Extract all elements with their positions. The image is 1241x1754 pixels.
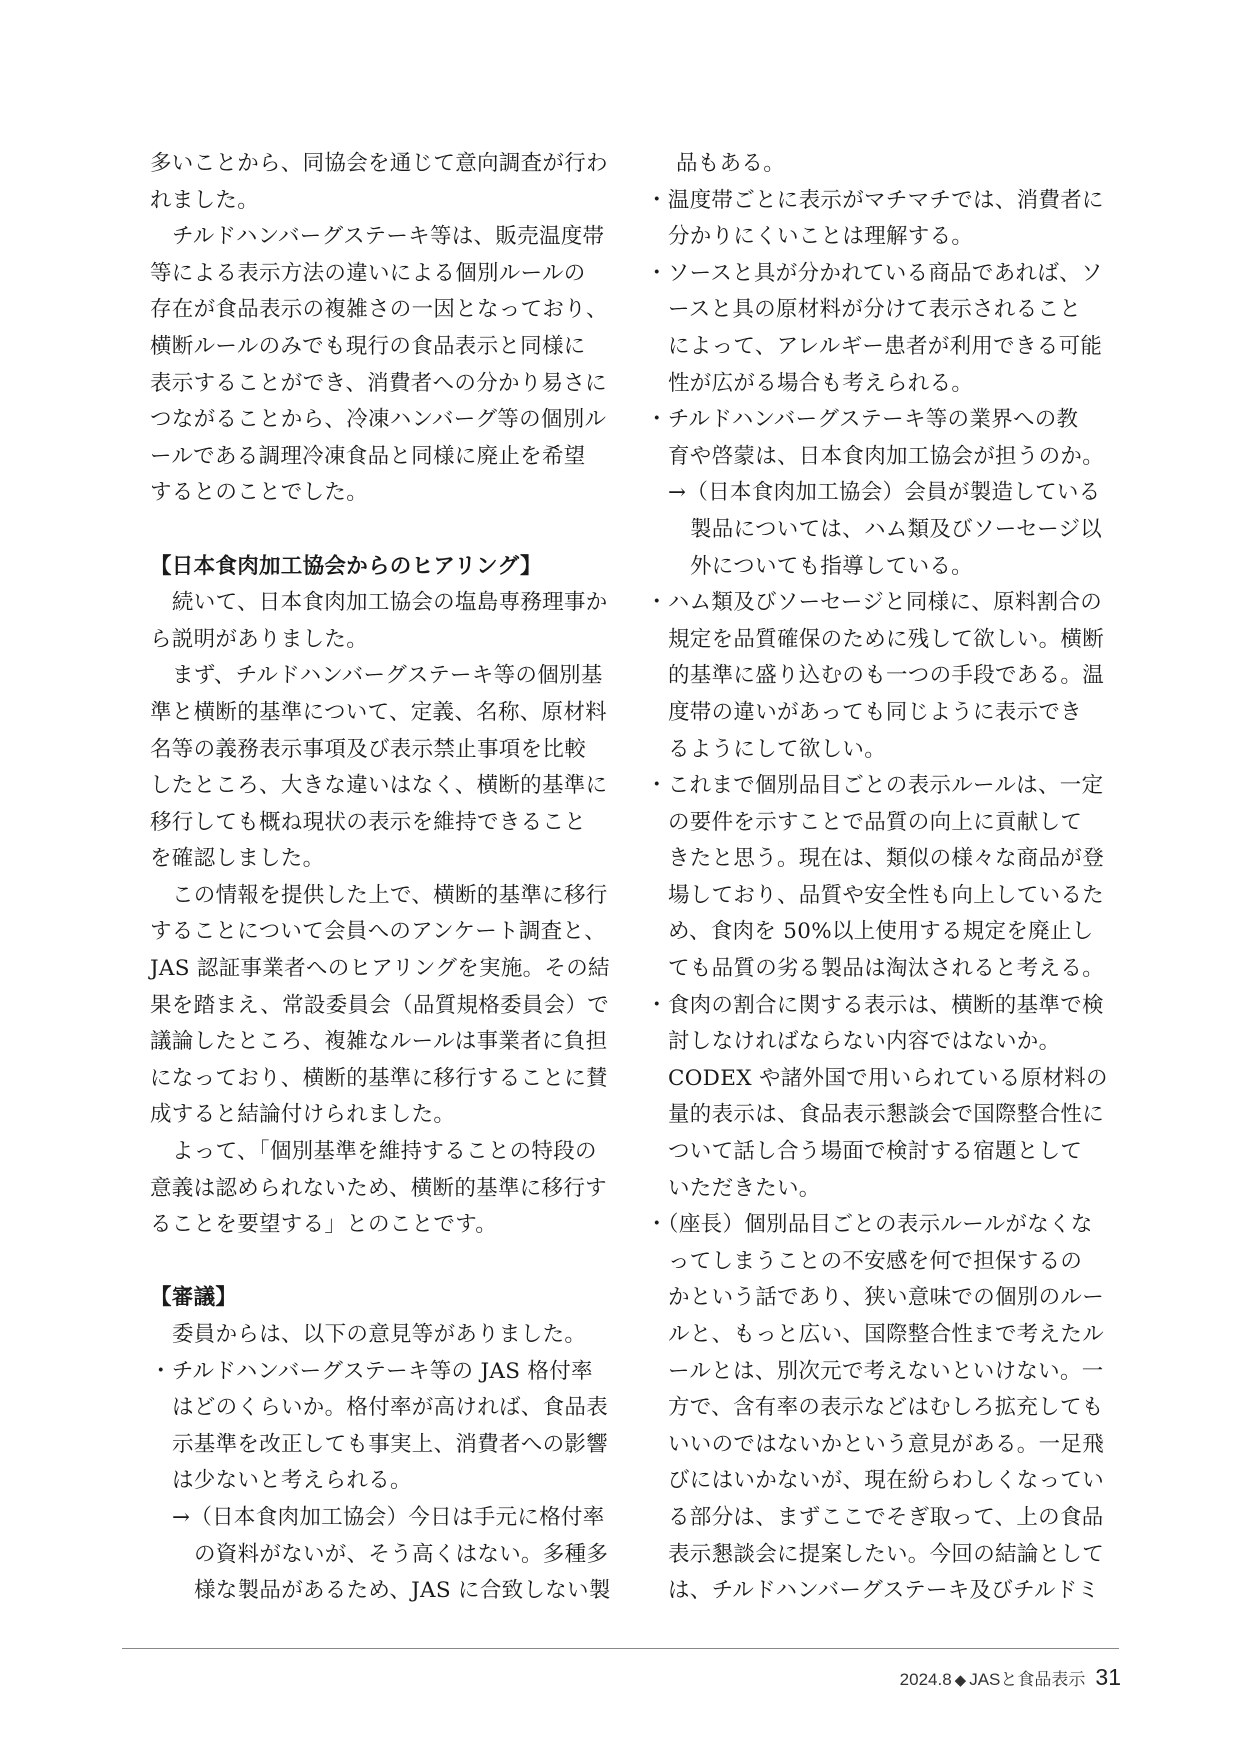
text-line: よって、「個別基準を維持することの特段の — [172, 1139, 597, 1165]
text-line: きたと思う。現在は、類似の様々な商品が登 — [668, 846, 1105, 872]
text-line: この情報を提供した上で、横断的基準に移行 — [172, 882, 608, 908]
text-line: →（日本食肉加工協会）今日は手元に格付率 — [172, 1504, 605, 1530]
diamond-icon: ◆ — [954, 1672, 967, 1689]
text-line: の要件を示すことで品質の向上に貢献して — [668, 809, 1083, 835]
text-line: 的基準に盛り込むのも一つの手段である。温 — [668, 663, 1105, 689]
text-line: ・（座長）個別品目ごとの表示ルールがなくな — [646, 1212, 1093, 1238]
text-line: 表示することができ、消費者への分かり易さに — [150, 370, 607, 396]
text-line: 方で、含有率の表示などはむしろ拡充しても — [668, 1395, 1104, 1421]
right-column — [646, 146, 1108, 1610]
text-line: れました。 — [150, 187, 260, 213]
text-line: ・ハム類及びソーセージと同様に、原料割合の — [646, 590, 1103, 616]
blank-line — [150, 512, 602, 549]
text-line: 移行しても概ね現状の表示を維持できること — [150, 809, 587, 835]
text-line: 量的表示は、食品表示懇談会で国際整合性に — [668, 1102, 1105, 1128]
text-line: 表示懇談会に提案したい。今回の結論として — [668, 1541, 1105, 1567]
text-line: つながることから、冷凍ハンバーグ等の個別ル — [150, 407, 607, 433]
text-line: によって、アレルギー患者が利用できる可能 — [668, 333, 1103, 359]
text-line: かという話であり、狭い意味での個別のルー — [668, 1285, 1105, 1311]
text-line: 分かりにくいことは理解する。 — [668, 224, 974, 250]
text-line: まず、チルドハンバーグステーキ等の個別基 — [172, 663, 603, 689]
text-line: ールとは、別次元で考えないといけない。一 — [668, 1358, 1104, 1384]
text-line: の資料がないが、そう高くはない。多種多 — [194, 1541, 609, 1567]
text-line: 横断ルールのみでも現行の食品表示と同様に — [150, 333, 586, 359]
text-line: するとのことでした。 — [150, 480, 369, 506]
text-line: は、チルドハンバーグステーキ及びチルドミ — [668, 1578, 1100, 1604]
text-line: 意義は認められないため、横断的基準に移行す — [150, 1175, 607, 1201]
text-line: ・チルドハンバーグステーキ等の JAS 格付率 — [150, 1358, 593, 1384]
blank-line — [150, 1244, 602, 1281]
page-number: 31 — [1095, 1664, 1121, 1690]
text-line: ついて話し合う場面で検討する宿題として — [668, 1139, 1083, 1165]
section-heading: 【審議】 — [150, 1285, 238, 1311]
text-line: 果を踏まえ、常設委員会（品質規格委員会）で — [150, 992, 610, 1018]
text-line: ることを要望する」とのことです。 — [150, 1212, 498, 1238]
text-line: ルと、もっと広い、国際整合性まで考えたル — [668, 1322, 1105, 1347]
text-line: 性が広がる場合も考えられる。 — [668, 370, 974, 396]
text-line: 成すると結論付けられました。 — [150, 1102, 456, 1128]
text-line: チルドハンバーグステーキ等は、販売温度帯 — [172, 224, 605, 250]
text-line: ・これまで個別品目ごとの表示ルールは、一定 — [646, 773, 1104, 799]
text-line: びにはいかないが、現在紛らわしくなってい — [668, 1468, 1105, 1494]
text-line: 続いて、日本食肉加工協会の塩島専務理事か — [172, 590, 608, 616]
text-line: ても品質の劣る製品は淘汰されると考える。 — [668, 956, 1105, 982]
footer-issue: 2024.8 — [899, 1670, 952, 1689]
text-line: 討しなければならない内容ではないか。 — [668, 1029, 1061, 1055]
text-line: 等による表示方法の違いによる個別ルールの — [150, 260, 586, 286]
text-line: 委員からは、以下の意見等がありました。 — [172, 1322, 587, 1347]
text-line: ースと具の原材料が分けて表示されること — [668, 297, 1082, 323]
text-line: 製品については、ハム類及びソーセージ以 — [690, 516, 1103, 542]
left-column — [150, 146, 611, 1610]
text-line: 外についても指導している。 — [690, 553, 973, 579]
text-line: ・ソースと具が分かれている商品であれば、ソ — [646, 260, 1103, 286]
text-line: 規定を品質確保のために残して欲しい。横断 — [668, 626, 1105, 652]
text-line: 多いことから、同協会を通じて意向調査が行わ — [150, 151, 608, 176]
text-line: することについて会員へのアンケート調査と、 — [150, 919, 607, 945]
footer-magazine-title: JASと食品表示 — [969, 1670, 1086, 1689]
text-line: 存在が食品表示の複雑さの一因となっており、 — [150, 297, 608, 323]
text-line: になっており、横断的基準に移行することに賛 — [150, 1065, 608, 1091]
text-line: いただきたい。 — [668, 1175, 821, 1201]
text-line: 品もある。 — [676, 151, 786, 176]
text-line: 様な製品があるため、JAS に合致しない製 — [194, 1578, 611, 1604]
text-line: るようにして欲しい。 — [668, 736, 887, 762]
section-heading: 【日本食肉加工協会からのヒアリング】 — [150, 553, 542, 579]
text-line: 名等の義務表示事項及び表示禁止事項を比較 — [150, 736, 587, 762]
text-line: JAS 認証事業者へのヒアリングを実施。その結 — [150, 956, 610, 982]
text-line: は少ないと考えられる。 — [172, 1468, 412, 1494]
text-line: 議論したところ、複雑なルールは事業者に負担 — [150, 1029, 608, 1055]
page-footer — [900, 1664, 1121, 1691]
text-line: 度帯の違いがあっても同じように表示でき — [668, 699, 1082, 725]
text-line: はどのくらいか。格付率が高ければ、食品表 — [172, 1395, 609, 1421]
text-line: ールである調理冷凍食品と同様に廃止を希望 — [150, 443, 586, 469]
text-line: 場しており、品質や安全性も向上しているた — [668, 882, 1105, 908]
text-line: したところ、大きな違いはなく、横断的基準に — [150, 773, 608, 799]
text-line: CODEX や諸外国で用いられている原材料の — [668, 1065, 1108, 1091]
text-line: を確認しました。 — [150, 846, 325, 872]
text-line: 示基準を改正しても事実上、消費者への影響 — [172, 1431, 609, 1457]
text-line: 準と横断的基準について、定義、名称、原材料 — [150, 699, 607, 725]
text-line: め、食肉を 50%以上使用する規定を廃止し — [668, 919, 1094, 945]
text-line: 育や啓蒙は、日本食肉加工協会が担うのか。 — [668, 443, 1105, 469]
text-line: いいのではないかという意見がある。一足飛 — [668, 1431, 1105, 1457]
text-line: ・食肉の割合に関する表示は、横断的基準で検 — [646, 992, 1104, 1018]
text-line: ・温度帯ごとに表示がマチマチでは、消費者に — [646, 187, 1104, 213]
text-line: ってしまうことの不安感を何で担保するの — [668, 1248, 1083, 1274]
footer-divider — [122, 1648, 1119, 1649]
text-line: ・チルドハンバーグステーキ等の業界への教 — [646, 407, 1079, 433]
text-line: ら説明がありました。 — [150, 626, 369, 652]
text-line: →（日本食肉加工協会）会員が製造している — [668, 480, 1101, 506]
text-line: る部分は、まずここでそぎ取って、上の食品 — [668, 1504, 1104, 1530]
